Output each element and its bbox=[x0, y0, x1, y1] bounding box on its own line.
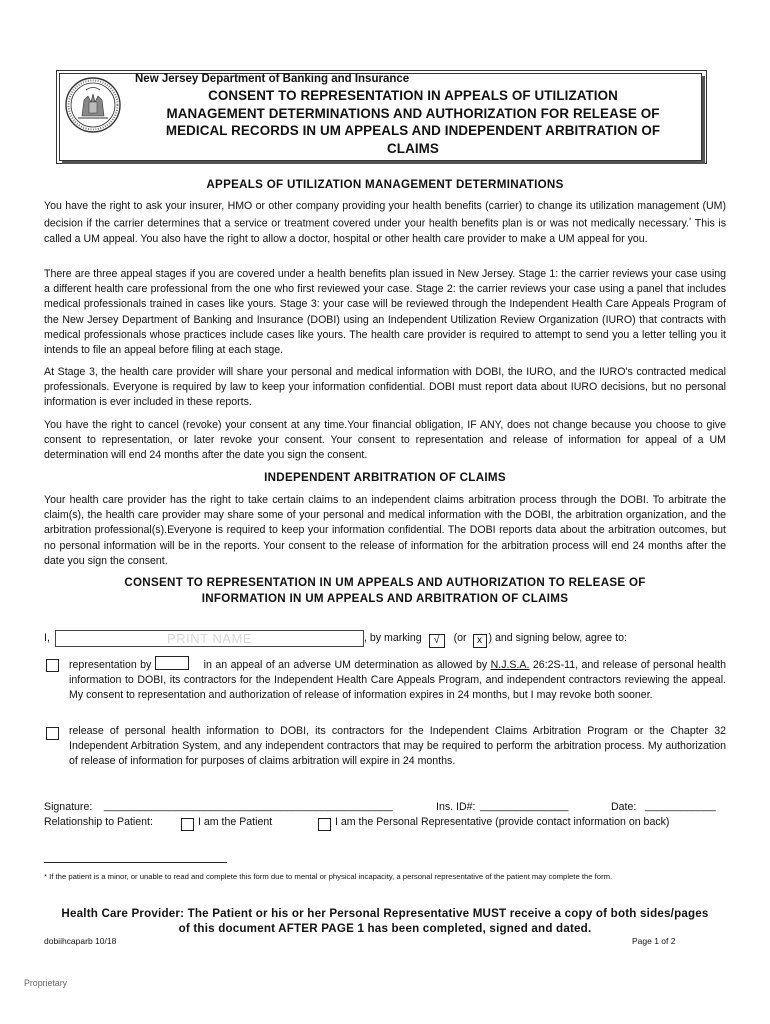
paragraph-appeal-stages: There are three appeal stages if you are covered under a health benefits plan issued in New Jersey. Stage 1: the carrier reviews your case using a different health care professional from the one who first reviewed your case. Stage 2: the carrier reviews your case using a panel that includes medical professionals trained in cases like yours. Stage 3: your case will be reviewed through the Independent Health Care Appeals Program of the New Jersey Department of Banking and Insurance (DOBI) using an Independent Utilization Review Organization (IURO) that contracts with medical professionals whose practices include cases like yours. The health care provider is required to attempt to send you a letter telling you it intends to file an appeal before filing at each stage. bbox=[44, 268, 726, 357]
section-heading-consent bbox=[44, 575, 726, 607]
date-input[interactable]: ____________ bbox=[645, 800, 716, 812]
arbitration-release-checkbox[interactable] bbox=[46, 727, 59, 740]
page-number: Page 1 of 2 bbox=[632, 936, 676, 946]
patient-checkbox[interactable] bbox=[181, 818, 194, 831]
paragraph-text: This is called a UM appeal. You also have the right to allow a doctor, hospital or other health care provider to make a UM appeal for you. bbox=[44, 217, 726, 245]
form-title-line: CONSENT TO REPRESENTATION IN APPEALS OF UTILIZATION bbox=[208, 88, 618, 103]
section-heading-um-appeals: APPEALS OF UTILIZATION MANAGEMENT DETERMINATIONS bbox=[206, 178, 564, 191]
section-heading-line: INFORMATION IN UM APPEALS AND ARBITRATION OF CLAIMS bbox=[201, 592, 569, 605]
option-arbitration-text: release of personal health information to DOBI, its contractors for the Independent Claims Arbitration Program or the Chapter 32 Independent Arbitration System, and any independent contractors that may be required to perform the arbitration process. My authorization of release of information for purposes of claims arbitration will expire in 24 months. bbox=[69, 725, 726, 768]
um-appeal-consent-checkbox[interactable] bbox=[46, 659, 59, 672]
by-marking-text: , by marking bbox=[364, 632, 422, 644]
insurance-id-input[interactable]: _______________ bbox=[480, 800, 569, 812]
option-text: in an appeal of an adverse UM determination as allowed by bbox=[203, 659, 488, 671]
provider-notice bbox=[30, 906, 740, 936]
or-text: (or bbox=[453, 632, 467, 644]
x-mark-example: x bbox=[473, 634, 487, 648]
option-text: 26:2S-11, and release of personal health information to DOBI, its contractors for the Independent Health Care Appeals Program, and independent contractors reviewing the appeal. My consent to representation and authorization of release of information expires in 24 months, but I may revoke both sooner. bbox=[69, 659, 726, 702]
patient-option-label: I am the Patient bbox=[198, 816, 273, 828]
print-name-input[interactable]: PRINT NAME bbox=[55, 630, 364, 647]
signature-line-input[interactable]: _________________________________________________ bbox=[104, 800, 393, 812]
marking-instruction bbox=[364, 631, 627, 648]
statute-reference: N.J.S.A. bbox=[490, 659, 530, 671]
i-label: I, bbox=[44, 632, 50, 644]
paragraph-arbitration: Your health care provider has the right to take certain claims to an independent claims arbitration process through the DOBI. To arbitrate the claim(s), the health care provider may share some of your personal and medical information with the DOBI, the arbitration organization, and the arbitration professional(s).Everyone is required to keep your information confidential. The DOBI reports data about the arbitration outcomes, but no personal information will be in the reports. Your consent to the release of information for the arbitration process will end 24 months after the date you sign the consent. bbox=[44, 494, 726, 567]
footnote-divider bbox=[44, 862, 227, 863]
representative-checkbox[interactable] bbox=[318, 818, 331, 831]
provider-notice-line: of this document AFTER PAGE 1 has been completed, signed and dated. bbox=[178, 922, 592, 935]
paragraph-text: You have the right to ask your insurer, HMO or other company providing your health benefits (carrier) to change its utilization management (UM) decision if the carrier determines that a service or treatment covered under your health benefits plan is or was not medically necessary. bbox=[44, 200, 726, 230]
department-name: New Jersey Department of Banking and Insurance bbox=[135, 73, 410, 85]
form-code: dobiihcaparb 10/18 bbox=[44, 936, 117, 946]
insurance-id-label: Ins. ID#: bbox=[436, 801, 476, 813]
provider-notice-line: Health Care Provider: The Patient or his or her Personal Representative MUST receive a copy of both sides/pages bbox=[61, 907, 709, 920]
representative-option-label: I am the Personal Representative (provide contact information on back) bbox=[335, 816, 670, 828]
footnote: * If the patient is a minor, or unable to read and complete this form due to mental or physical incapacity, a personal representative of the patient may complete the form. bbox=[44, 872, 613, 881]
agree-text: ) and signing below, agree to: bbox=[488, 632, 627, 644]
option-prefix: representation by bbox=[69, 659, 152, 671]
proprietary-watermark: Proprietary bbox=[24, 978, 68, 988]
form-title-line: CLAIMS bbox=[387, 140, 439, 156]
footnote-marker: * bbox=[688, 218, 692, 225]
paragraph-stage3-sharing: At Stage 3, the health care provider will share your personal and medical information with DOBI, the IURO, and the IURO's contracted medical professionals. Everyone is required by law to keep your information confidential. DOBI must report data about IURO decisions, but no personal information is ever included in these reports. bbox=[44, 366, 726, 409]
relationship-label: Relationship to Patient: bbox=[44, 816, 153, 828]
option-um-appeal-text bbox=[69, 656, 726, 704]
date-label: Date: bbox=[611, 801, 637, 813]
form-title bbox=[128, 87, 698, 157]
paragraph-um-appeal-right bbox=[44, 199, 726, 247]
check-mark-example: √ bbox=[429, 634, 445, 648]
signature-label: Signature: bbox=[44, 801, 93, 813]
form-title-line: MANAGEMENT DETERMINATIONS AND AUTHORIZATION FOR RELEASE OF bbox=[166, 105, 660, 121]
section-heading-arbitration: INDEPENDENT ARBITRATION OF CLAIMS bbox=[264, 471, 506, 484]
section-heading-line: CONSENT TO REPRESENTATION IN UM APPEALS AND AUTHORIZATION TO RELEASE OF bbox=[124, 576, 646, 589]
form-title-line: MEDICAL RECORDS IN UM APPEALS AND INDEPENDENT ARBITRATION OF bbox=[165, 123, 661, 138]
paragraph-revoke-consent: You have the right to cancel (revoke) your consent at any time.Your financial obligation, IF ANY, does not change because you choose to give consent to representation, or later revoke your consent. Your consent to representation and release of information for appeal of a UM determination will end 24 months after the date you sign the consent. bbox=[44, 419, 726, 462]
state-seal-icon bbox=[64, 76, 122, 134]
representative-initials-input[interactable] bbox=[155, 656, 189, 670]
